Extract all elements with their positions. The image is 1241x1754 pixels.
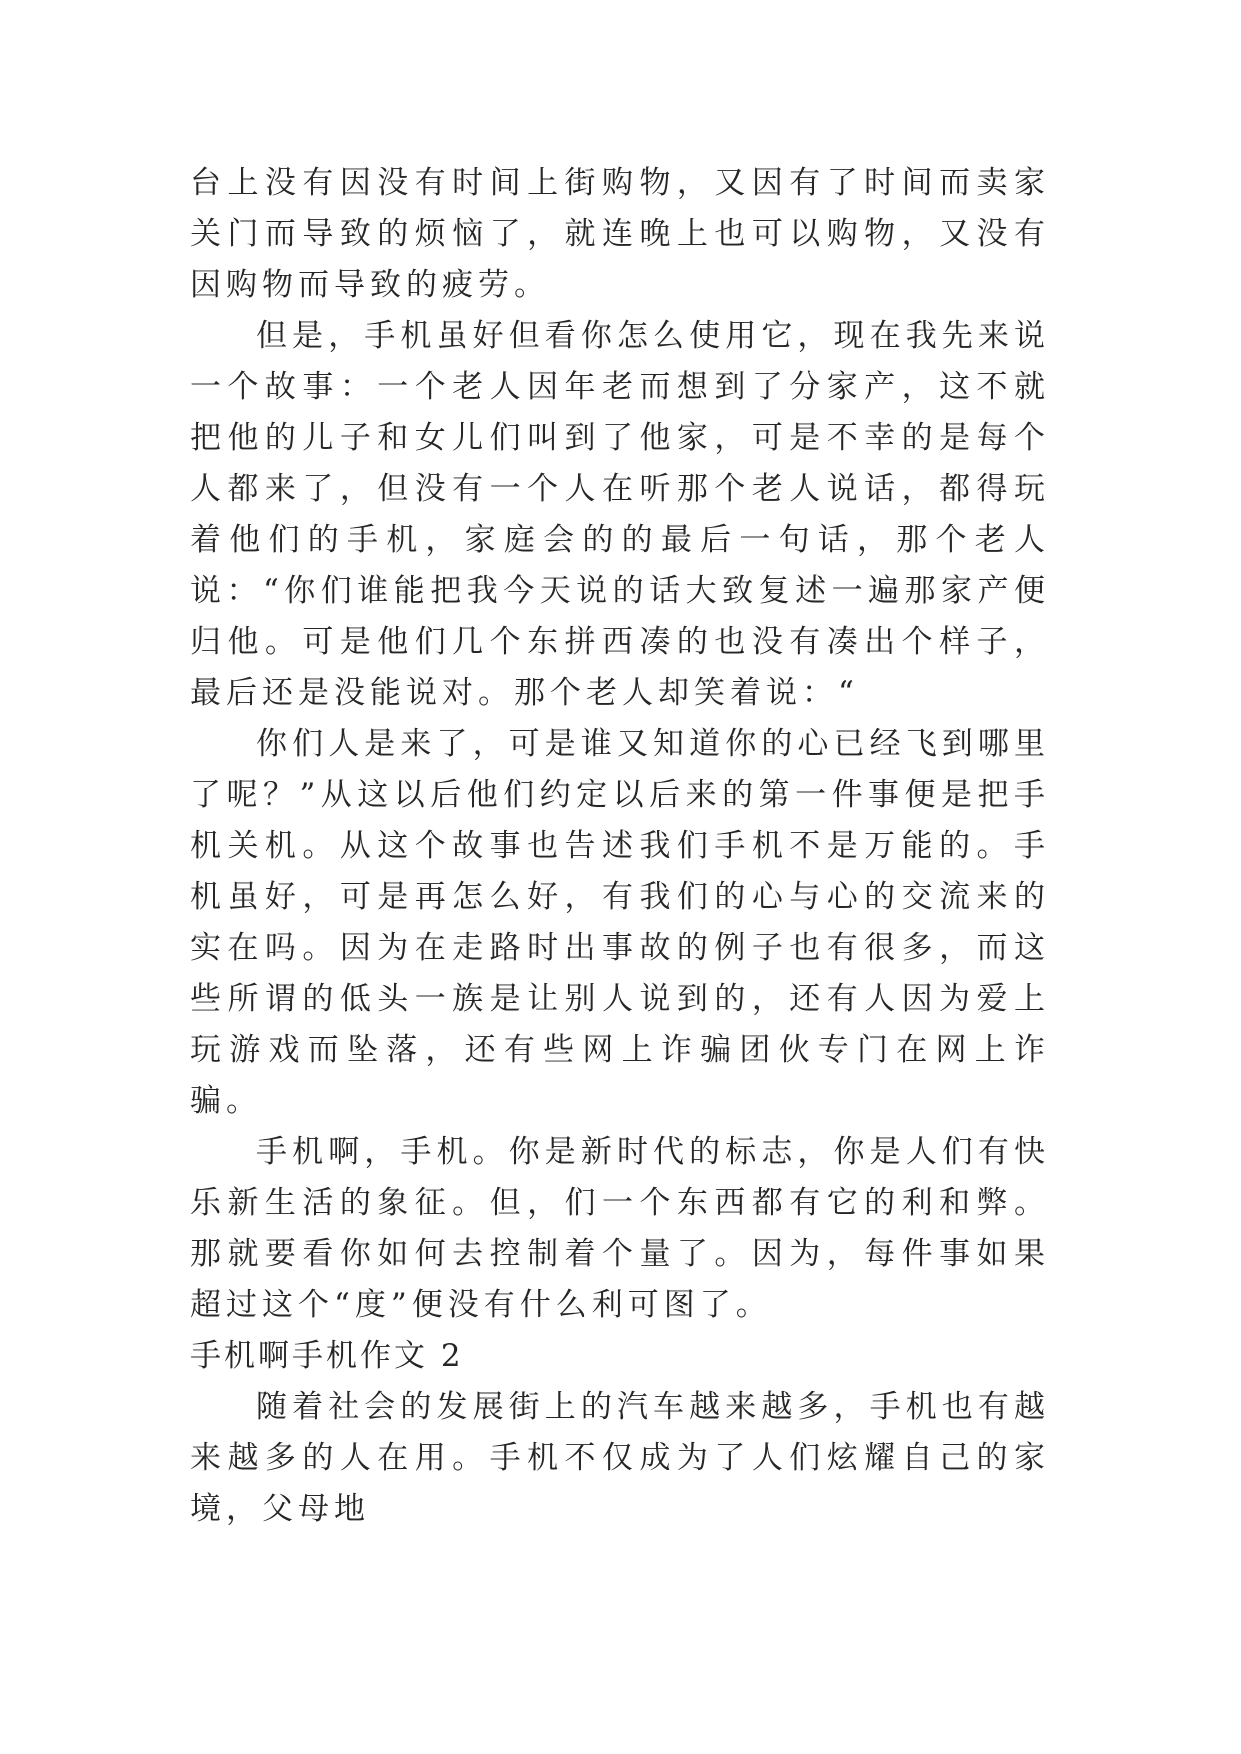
paragraph-5: 随着社会的发展街上的汽车越来越多，手机也有越来越多的人在用。手机不仅成为了人们炫耀自己的家境，父母地: [190, 1389, 1050, 1527]
paragraph-4: 手机啊，手机。你是新时代的标志，你是人们有快乐新生活的象征。但，们一个东西都有它的利和弊。那就要看你如何去控制着个量了。因为，每件事如果超过这个“度”便没有什么利可图了。: [190, 1134, 1050, 1323]
paragraph-2: 但是，手机虽好但看你怎么使用它，现在我先来说一个故事：一个老人因年老而想到了分家产，这不就把他的儿子和女儿们叫到了他家，可是不幸的是每个人都来了，但没有一个人在听那个老人说话，都得玩着他们的手机，家庭会的的最后一句话，那个老人说：“你们谁能把我今天说的话大致复述一遍那家产便归他。可是他们几个东拼西凑的也没有凑出个样子，最后还是没能说对。那个老人却笑着说：“: [190, 318, 1050, 711]
paragraph-3: 你们人是来了，可是谁又知道你的心已经飞到哪里了呢？”从这以后他们约定以后来的第一件事便是把手机关机。从这个故事也告述我们手机不是万能的。手机虽好，可是再怎么好，有我们的心与心的交流来的实在吗。因为在走路时出事故的例子也有很多，而这些所谓的低头一族是让别人说到的，还有人因为爱上玩游戏而坠落，还有些网上诈骗团伙专门在网上诈骗。: [190, 726, 1050, 1119]
paragraph-1: 台上没有因没有时间上街购物，又因有了时间而卖家关门而导致的烦恼了，就连晚上也可以购物，又没有因购物而导致的疲劳。: [190, 165, 1050, 303]
section-heading: 手机啊手机作文 2: [190, 1338, 464, 1374]
document-body: [190, 158, 1050, 1535]
